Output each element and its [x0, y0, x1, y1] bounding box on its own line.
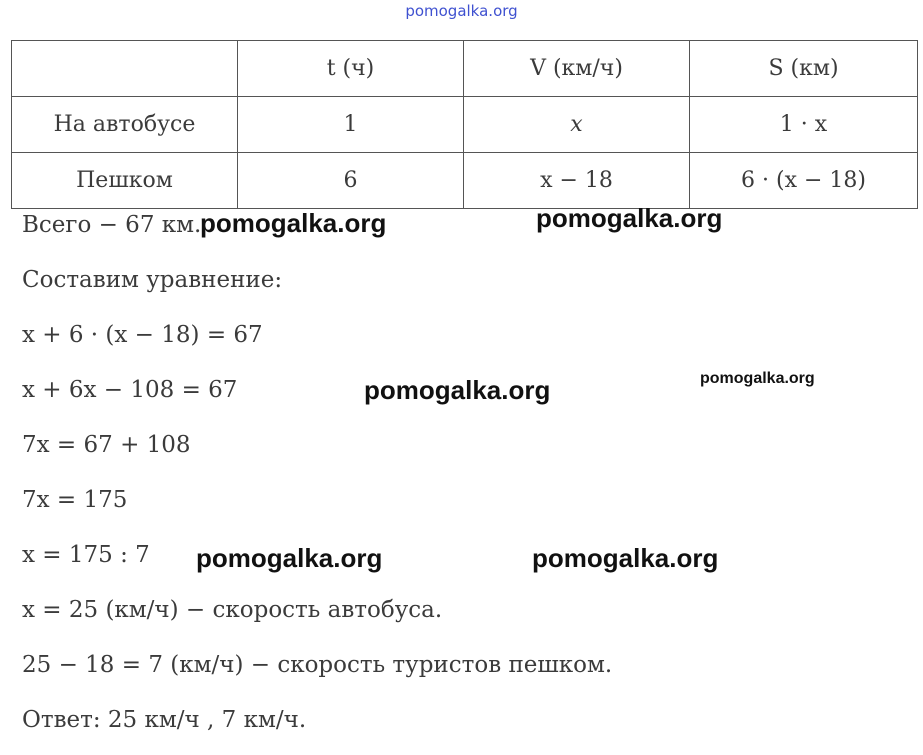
watermark-text: pomogalka.org	[196, 543, 383, 573]
bus-speed-cell: x	[464, 97, 690, 153]
equation-line-5: x = 175 : 7	[22, 542, 150, 568]
header-cell-time: t (ч)	[238, 41, 464, 97]
equation-line-1: x + 6 · (x − 18) = 67	[22, 322, 263, 348]
bus-distance-cell: 1 · x	[690, 97, 918, 153]
watermark-text: pomogalka.org	[200, 208, 387, 238]
equation-line-2: x + 6x − 108 = 67	[22, 377, 238, 403]
table-row-bus	[12, 97, 918, 153]
table-row-walk	[12, 153, 918, 209]
watermark-text: pomogalka.org	[532, 543, 719, 573]
walk-distance-cell: 6 · (x − 18)	[690, 153, 918, 209]
table-header-row	[12, 41, 918, 97]
header-cell-distance: S (км)	[690, 41, 918, 97]
walk-speed-cell: x − 18	[464, 153, 690, 209]
header-cell-speed: V (км/ч)	[464, 41, 690, 97]
equation-line-4: 7x = 175	[22, 487, 128, 513]
solution-line-compose: Составим уравнение:	[22, 267, 283, 293]
watermark-text: pomogalka.org	[536, 203, 723, 233]
watermark-text: pomogalka.org	[700, 370, 815, 387]
watermark-text: pomogalka.org	[364, 375, 551, 405]
header-cell-empty	[12, 41, 238, 97]
answer-line: Ответ: 25 км/ч , 7 км/ч.	[22, 707, 307, 733]
solution-line-total: Всего − 67 км.	[22, 212, 202, 238]
row-label-bus: На автобусе	[12, 97, 238, 153]
solution-table	[11, 40, 918, 209]
row-label-walk: Пешком	[12, 153, 238, 209]
result-line-bus-speed: x = 25 (км/ч) − скорость автобуса.	[22, 597, 443, 623]
walk-time-cell: 6	[238, 153, 464, 209]
result-line-walk-speed: 25 − 18 = 7 (км/ч) − скорость туристов пешком.	[22, 652, 613, 678]
top-watermark[interactable]: pomogalka.org	[405, 2, 518, 20]
bus-time-cell: 1	[238, 97, 464, 153]
equation-line-3: 7x = 67 + 108	[22, 432, 191, 458]
